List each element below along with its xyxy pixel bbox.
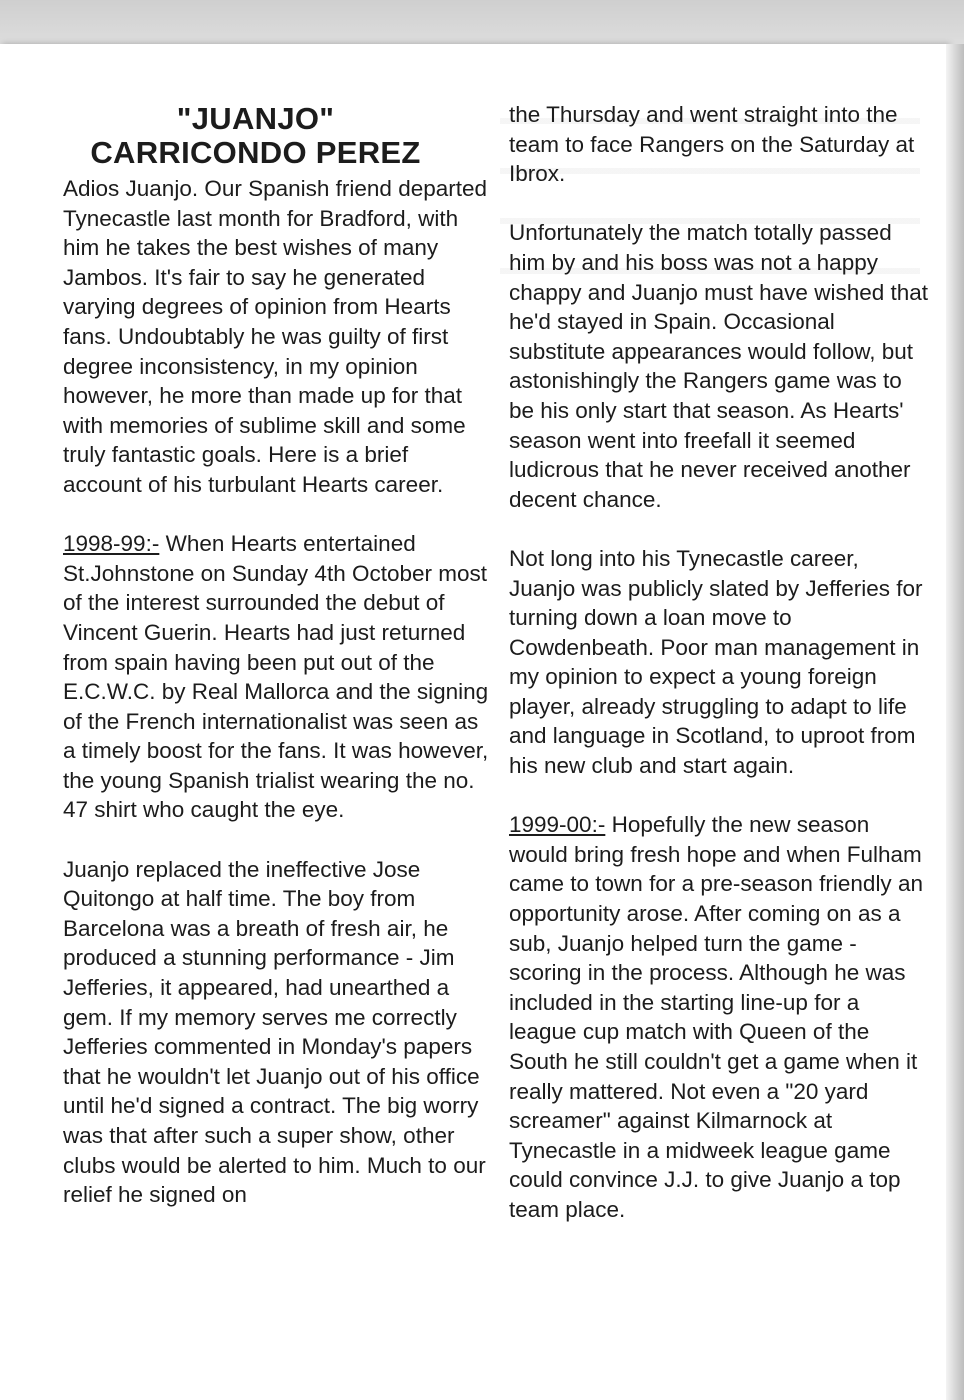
paragraph (509, 544, 929, 781)
paragraph-text: Hopefully the new season would bring fresh hope and when Fulham came to town for a pre-season friendly an opportunity arose. After coming on as a sub, Juanjo helped turn the game - scoring in the process. Although he was included in the starting line-up for a league cup match with Queen of the South he still couldn't get a game when it really mattered. Not even a "20 yard screamer" against Kilmarnock at Tynecastle in a midweek league game could convince J.J. to give Juanjo a top team place. (509, 812, 923, 1222)
paragraph (509, 218, 929, 514)
paragraph (509, 100, 929, 189)
article-title-line-1: "JUANJO" (176, 101, 335, 136)
left-paragraphs (63, 174, 493, 1210)
paragraph (63, 174, 493, 500)
scan-background (0, 0, 964, 48)
paragraph (63, 529, 493, 825)
season-label: 1998-99:- (63, 531, 160, 557)
article-right-column (509, 100, 929, 1225)
paragraph-text: the Thursday and went straight into the team to face Rangers on the Saturday at Ibrox. (509, 102, 915, 187)
article-title (63, 102, 448, 170)
paragraph-text: When Hearts entertained St.Johnstone on Sunday 4th October most of the interest surrounded the debut of Vincent Guerin. Hearts had just returned from spain having been put out of the E.C.W.C. by Real Mallorca and the signing of the French internationalist was seen as a timely boost for the fans. It was however, the young Spanish trialist wearing the no. 47 shirt who caught the eye. (63, 531, 489, 823)
article-title-line-2: CARRICONDO PEREZ (90, 135, 421, 170)
page-edge-shadow (946, 44, 964, 1400)
article-left-column (63, 100, 493, 1210)
paragraph-text: Juanjo replaced the ineffective Jose Quitongo at half time. The boy from Barcelona was a breath of fresh air, he produced a stunning performance - Jim Jefferies, it appeared, had unearthed a gem. If my memory serves me correctly Jefferies commented in Monday's papers that he wouldn't let Juanjo out of his office until he'd signed a contract. The big worry was that after such a super show, other clubs would be alerted to him. Much to our relief he signed on (63, 856, 486, 1208)
paragraph-text: Not long into his Tynecastle career, Juanjo was publicly slated by Jefferies for turning down a loan move to Cowdenbeath. Poor man management in my opinion to expect a young foreign player, already struggling to adapt to life and language in Scotland, to uproot from his new club and start again. (509, 545, 923, 779)
paragraph-text: Unfortunately the match totally passed him by and his boss was not a happy chappy and Juanjo must have wished that he'd stayed in Spain. Occasional substitute appearances would follow, but astonishingly the Rangers game was to be his only start that season. As Hearts' season went into freefall it seemed ludicrous that he never received another decent chance. (509, 220, 929, 512)
paragraph (509, 810, 929, 1224)
paragraph-text: Adios Juanjo. Our Spanish friend departed Tynecastle last month for Bradford, with him he takes the best wishes of many Jambos. It's fair to say he generated varying degrees of opinion from Hearts fans. Undoubtably he was guilty of first degree inconsistency, in my opinion however, he more than made up for that with memories of sublime skill and some truly fantastic goals. Here is a brief account of his turbulant Hearts career. (63, 176, 488, 497)
season-label: 1999-00:- (509, 812, 606, 838)
paragraph (63, 855, 493, 1210)
